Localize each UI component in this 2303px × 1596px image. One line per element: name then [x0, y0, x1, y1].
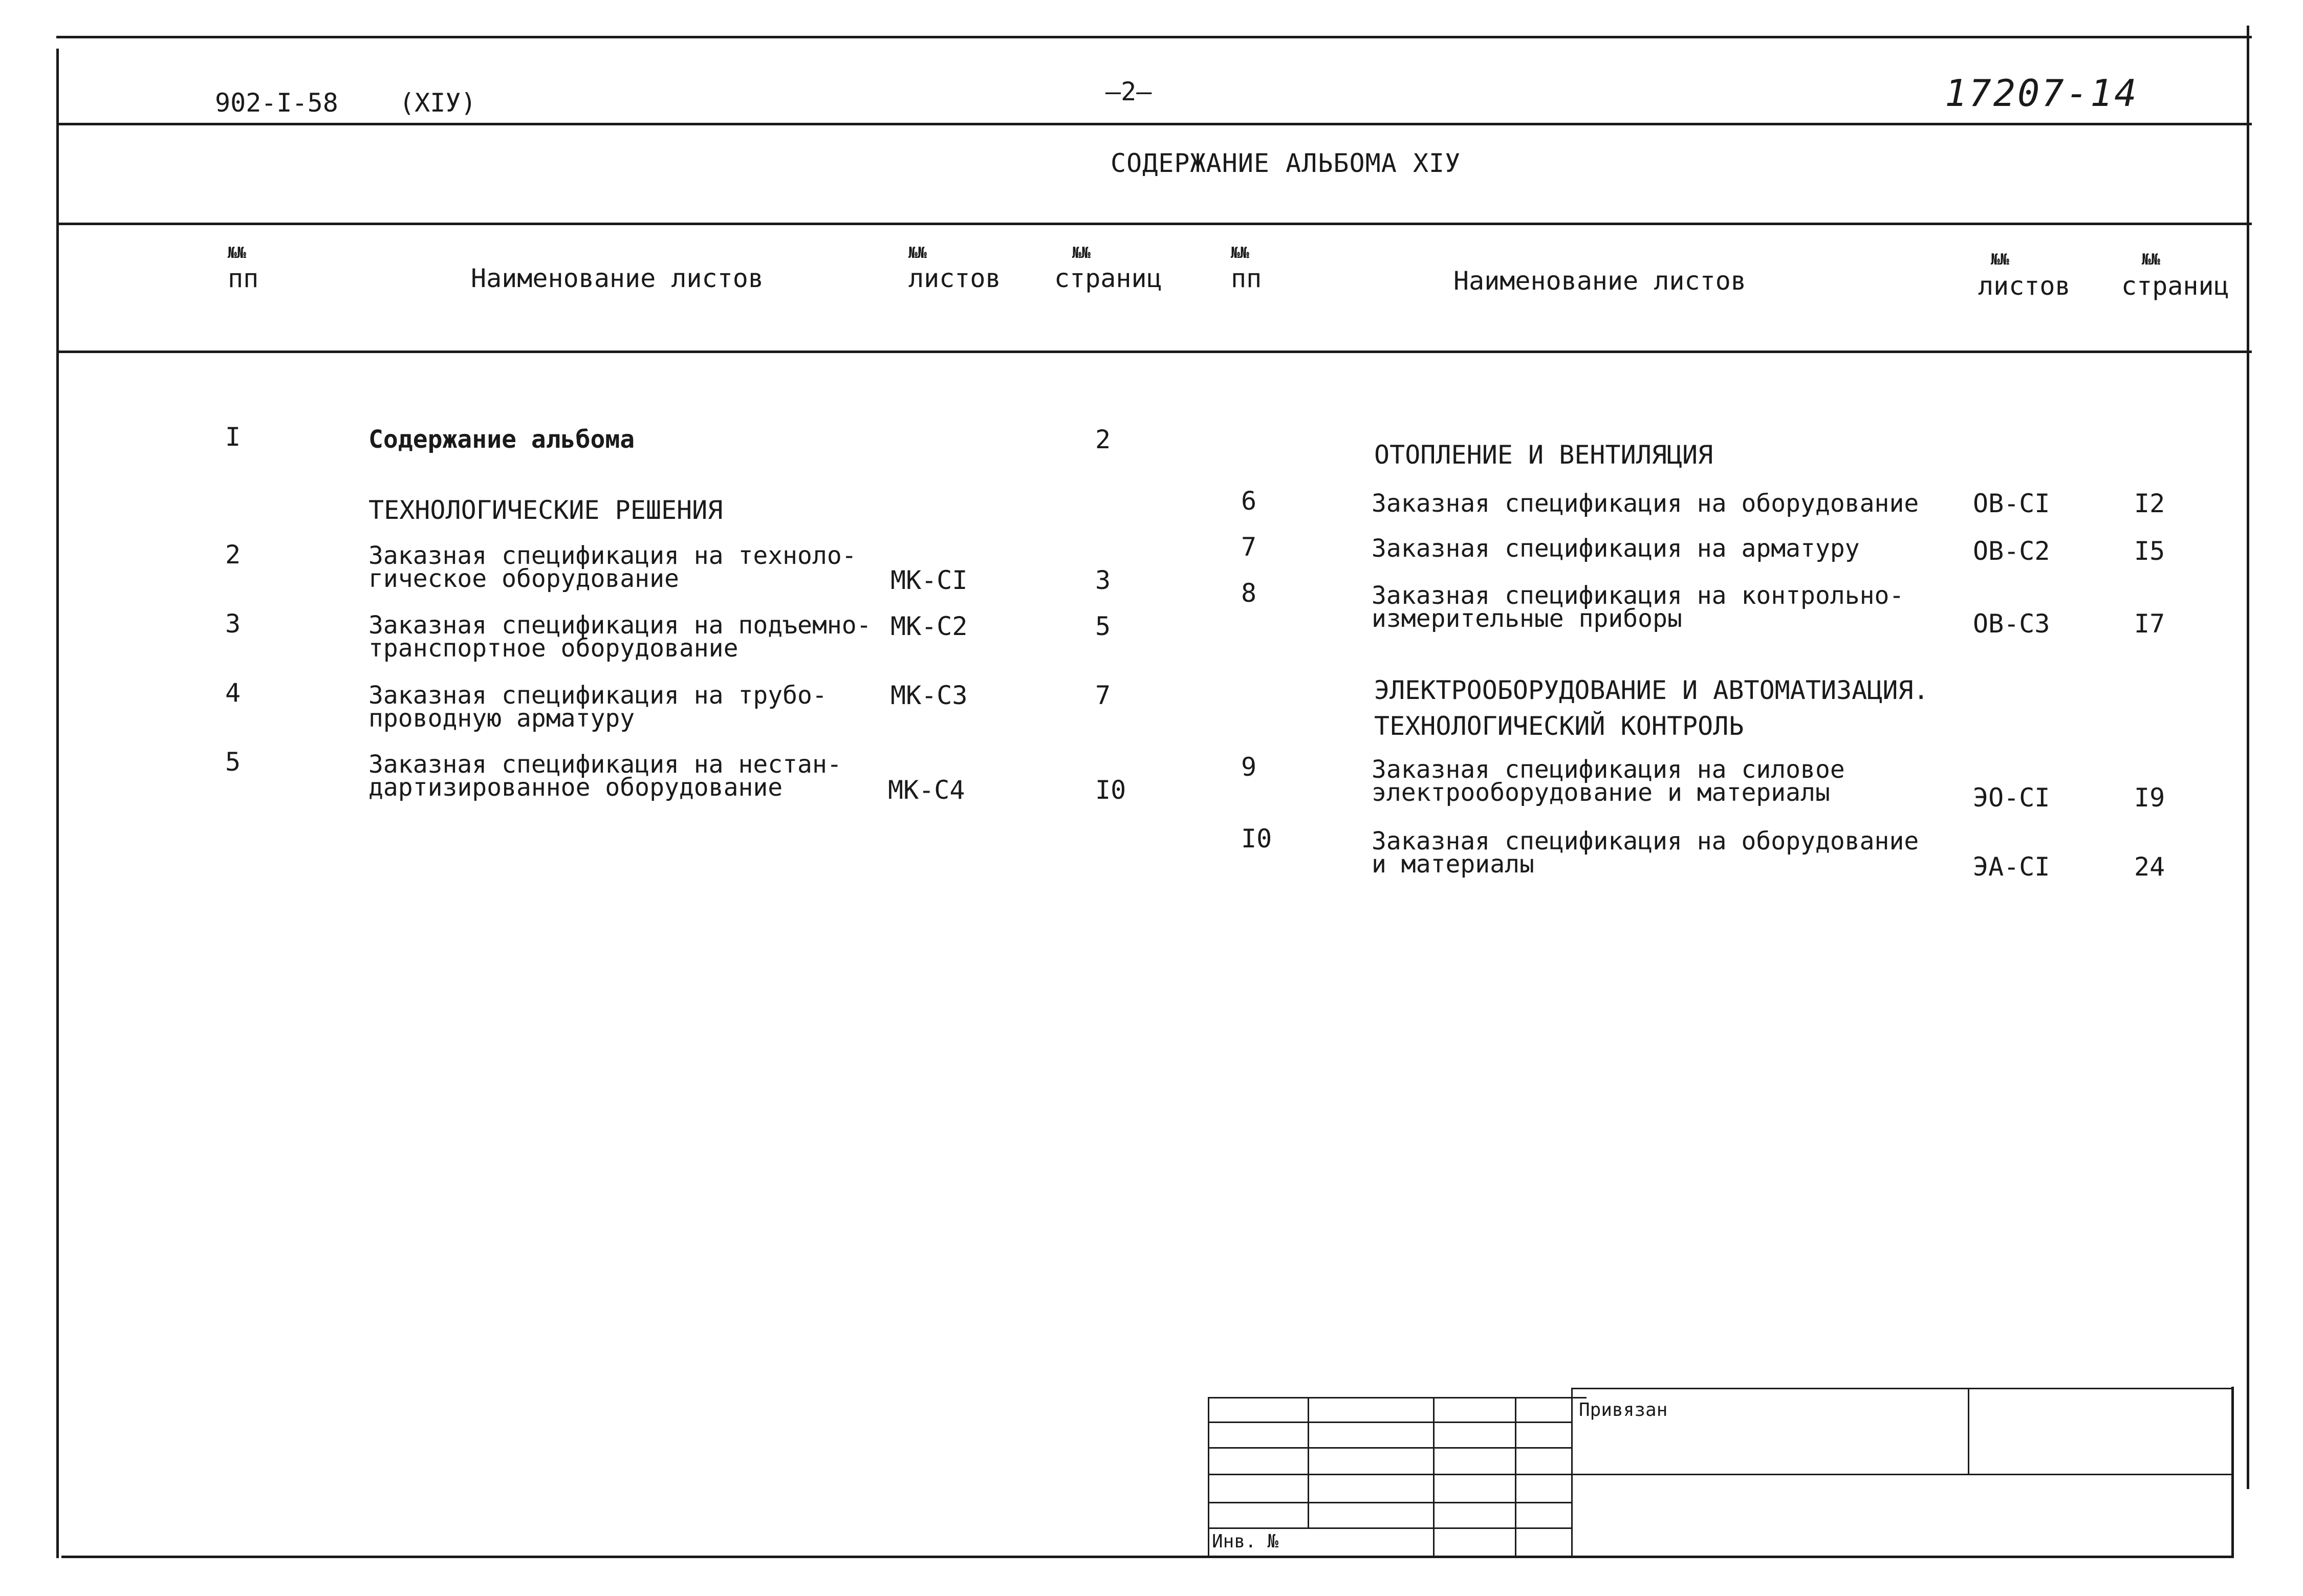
- row-sheet: ОВ-С2: [1973, 536, 2050, 566]
- col-pages: страниц: [1054, 264, 1162, 293]
- stamp-line: [1208, 1422, 1571, 1423]
- section-title: ТЕХНОЛОГИЧЕСКИЕ РЕШЕНИЯ: [368, 495, 723, 525]
- col-name: Наименование листов: [1453, 266, 1746, 296]
- frame-title-line: [56, 223, 2252, 225]
- stamp-line: [1308, 1397, 1309, 1527]
- col-pp: пп: [1231, 264, 1262, 293]
- stamp-line: [1433, 1397, 1435, 1556]
- section-title: ОТОПЛЕНИЕ И ВЕНТИЛЯЦИЯ: [1374, 440, 1713, 470]
- col-pages-mark: №№: [1072, 244, 1091, 262]
- frame-columns-line: [56, 351, 2252, 353]
- row-pp: 7: [1241, 532, 1257, 562]
- stamp-inv-label: Инв. №: [1212, 1531, 1279, 1552]
- stamp-line: [1208, 1502, 1571, 1503]
- row-pp: I0: [1241, 824, 1272, 854]
- row-name-line: проводную арматуру: [368, 704, 635, 733]
- col-name: Наименование листов: [471, 264, 764, 293]
- stamp-line: [1208, 1527, 1571, 1529]
- row-sheet: ОВ-С3: [1973, 609, 2050, 639]
- row-name-line: электрооборудование и материалы: [1372, 778, 1830, 807]
- frame-left-line: [56, 49, 59, 1558]
- row-name-line: гическое оборудование: [368, 564, 679, 593]
- stamp-line: [1208, 1447, 1571, 1449]
- col-sheets-mark: №№: [1991, 251, 2010, 269]
- row-sheet: ОВ-СI: [1973, 489, 2050, 518]
- row-page: I0: [1095, 775, 1126, 805]
- row-name-line: Заказная спецификация на оборудование: [1372, 827, 1919, 856]
- frame-header-line: [56, 123, 2252, 125]
- col-sheets-mark: №№: [908, 244, 927, 262]
- col-pages-mark: №№: [2142, 251, 2161, 269]
- stamp-line: [1968, 1388, 1969, 1474]
- row-name-line: Заказная спецификация на техноло-: [368, 541, 857, 570]
- col-sheets: листов: [908, 264, 1001, 293]
- row-name-line: Заказная спецификация на нестан-: [368, 750, 842, 779]
- row-pp: 6: [1241, 486, 1257, 516]
- col-pp-mark: №№: [1231, 244, 1250, 262]
- row-name-line: Заказная спецификация на подъемно-: [368, 611, 872, 640]
- col-pp-mark: №№: [228, 244, 247, 262]
- row-page: I7: [2134, 609, 2165, 639]
- col-pages: страниц: [2121, 271, 2229, 301]
- stamp-line: [1208, 1474, 2234, 1475]
- row-page: 2: [1095, 425, 1111, 454]
- row-page: 3: [1095, 565, 1111, 595]
- row-name-line: Содержание альбома: [368, 425, 635, 454]
- section-title: ЭЛЕКТРООБОРУДОВАНИЕ И АВТОМАТИЗАЦИЯ.: [1374, 675, 1929, 705]
- page-title: СОДЕРЖАНИЕ АЛЬБОМА XIУ: [1111, 148, 1461, 178]
- row-name-line: и материалы: [1372, 850, 1534, 879]
- frame-right-lower-line: [2231, 1387, 2234, 1558]
- row-name-line: Заказная спецификация на арматуру: [1372, 534, 1860, 563]
- row-page: 7: [1095, 681, 1111, 710]
- row-page: 5: [1095, 611, 1111, 641]
- row-sheet: ЭО-СI: [1973, 783, 2050, 813]
- stamp-bound-label: Привязан: [1579, 1400, 1668, 1420]
- row-name-line: транспортное оборудование: [368, 634, 738, 663]
- row-page: I9: [2134, 783, 2165, 813]
- stamp-line: [1515, 1397, 1516, 1556]
- frame-top-line: [56, 36, 2252, 38]
- row-name-line: Заказная спецификация на трубо-: [368, 681, 827, 710]
- archive-number: 17207-14: [1945, 72, 2139, 115]
- stamp-line: [1571, 1388, 1573, 1556]
- row-page: I5: [2134, 536, 2165, 566]
- doc-code: 902-I-58: [215, 88, 338, 118]
- stamp-line: [1208, 1397, 1209, 1556]
- col-sheets: листов: [1978, 271, 2071, 301]
- row-sheet: МК-С2: [890, 611, 968, 641]
- section-title: ТЕХНОЛОГИЧЕСКИЙ КОНТРОЛЬ: [1374, 711, 1744, 741]
- row-sheet: МК-С4: [888, 775, 965, 805]
- page-number: —2—: [1105, 77, 1152, 106]
- row-pp: 4: [225, 678, 241, 708]
- stamp-line: [1208, 1397, 1587, 1398]
- row-sheet: ЭА-СI: [1973, 852, 2050, 882]
- col-pp: пп: [228, 264, 259, 293]
- row-pp: 8: [1241, 578, 1257, 608]
- row-pp: 2: [225, 540, 241, 570]
- row-name-line: Заказная спецификация на контрольно-: [1372, 581, 1904, 610]
- row-name-line: Заказная спецификация на оборудование: [1372, 489, 1919, 518]
- row-page: 24: [2134, 852, 2165, 882]
- row-sheet: МК-С3: [890, 681, 968, 710]
- row-name-line: Заказная спецификация на силовое: [1372, 755, 1845, 784]
- frame-bottom-line: [61, 1556, 2231, 1558]
- stamp-line: [1571, 1388, 2234, 1389]
- row-name-line: измерительные приборы: [1372, 604, 1682, 633]
- row-page: I2: [2134, 489, 2165, 518]
- row-pp: 5: [225, 747, 241, 777]
- row-sheet: МК-СI: [890, 565, 968, 595]
- frame-right-line: [2247, 26, 2249, 1489]
- album-number: (XIУ): [399, 88, 476, 118]
- row-pp: 3: [225, 609, 241, 639]
- row-pp: I: [225, 422, 241, 452]
- row-pp: 9: [1241, 752, 1257, 782]
- row-name-line: дартизированное оборудование: [368, 773, 783, 802]
